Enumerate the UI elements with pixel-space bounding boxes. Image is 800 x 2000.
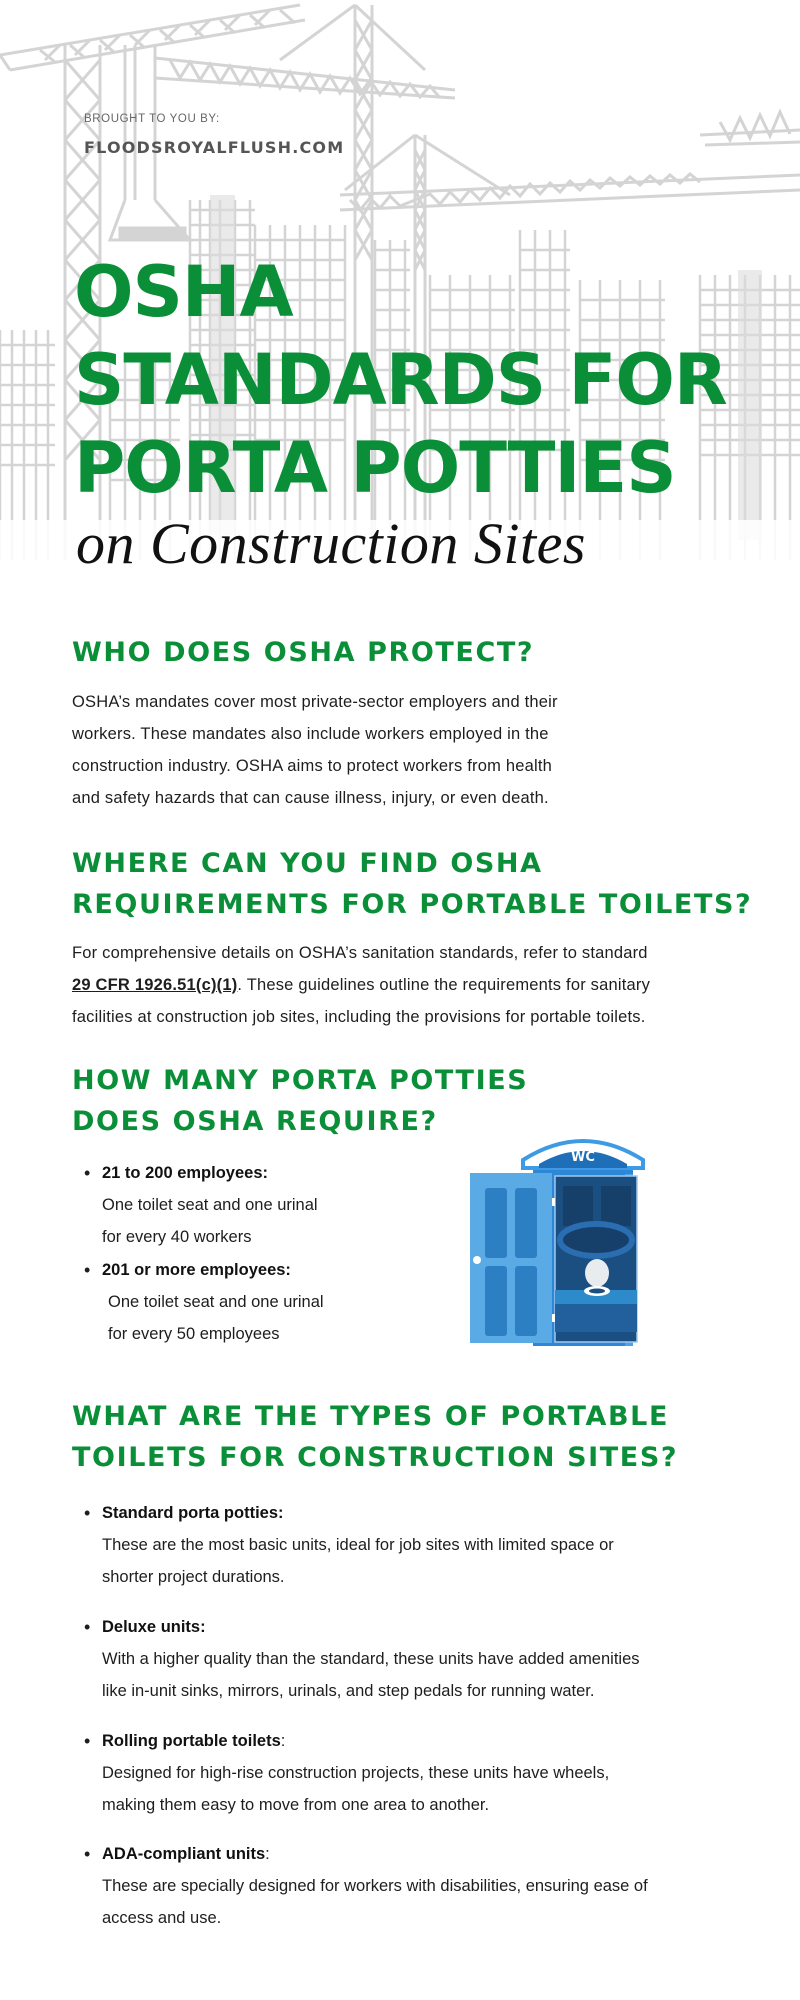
section-heading-where-find: WHERE CAN YOU FIND OSHA REQUIREMENTS FOR PORTABLE TOILETS? bbox=[72, 848, 753, 920]
brand-link[interactable]: FLOODSROYALFLUSH.COM bbox=[84, 138, 345, 157]
section-body-who-protect: OSHA’s mandates cover most private-sector employers and their workers. These mandates also include workers employed in the construction industry. OSHA aims to protect workers from health and safety hazards that can cause illness, injury, or even death. bbox=[72, 693, 558, 807]
porta-potty-icon bbox=[455, 1128, 655, 1348]
osha-standard-link[interactable]: 29 CFR 1926.51(c)(1) bbox=[72, 976, 238, 994]
svg-text:WC: WC bbox=[571, 1150, 595, 1165]
list-item: • Rolling portable toilets: Designed for high-rise construction projects, these units have wheels, making them easy to move from one area to another. bbox=[84, 1731, 610, 1814]
title-line: PORTA POTTIES bbox=[74, 427, 676, 509]
section-heading-how-many: HOW MANY PORTA POTTIES DOES OSHA REQUIRE? bbox=[72, 1065, 529, 1137]
page-subtitle: on Construction Sites bbox=[76, 511, 586, 576]
list-item: • ADA-compliant units: These are specially designed for workers with disabilities, ensuring ease of access and use. bbox=[84, 1844, 648, 1927]
list-item: • Standard porta potties: These are the most basic units, ideal for job sites with limited space or shorter project durations. bbox=[84, 1503, 614, 1586]
list-item: • 201 or more employees: One toilet seat and one urinal for every 50 employees bbox=[84, 1260, 324, 1343]
title-line: OSHA bbox=[74, 251, 293, 333]
page-title bbox=[74, 248, 727, 512]
section-heading-types: WHAT ARE THE TYPES OF PORTABLE TOILETS FOR CONSTRUCTION SITES? bbox=[72, 1401, 679, 1473]
brought-by-label: BROUGHT TO YOU BY: bbox=[84, 113, 220, 125]
title-line: STANDARDS FOR bbox=[74, 339, 727, 421]
section-heading-who-protect: WHO DOES OSHA PROTECT? bbox=[72, 637, 535, 668]
section-body-where-find: For comprehensive details on OSHA’s sanitation standards, refer to standard 29 CFR 1926.51(c)(1). These guidelines outline the requirements for sanitary facilities at construction job sites, including the provisions for portable toilets. bbox=[72, 944, 651, 1026]
list-item: • 21 to 200 employees: One toilet seat and one urinal for every 40 workers bbox=[84, 1163, 318, 1246]
list-item: • Deluxe units: With a higher quality than the standard, these units have added amenities like in-unit sinks, mirrors, urinals, and step pedals for running water. bbox=[84, 1617, 640, 1700]
